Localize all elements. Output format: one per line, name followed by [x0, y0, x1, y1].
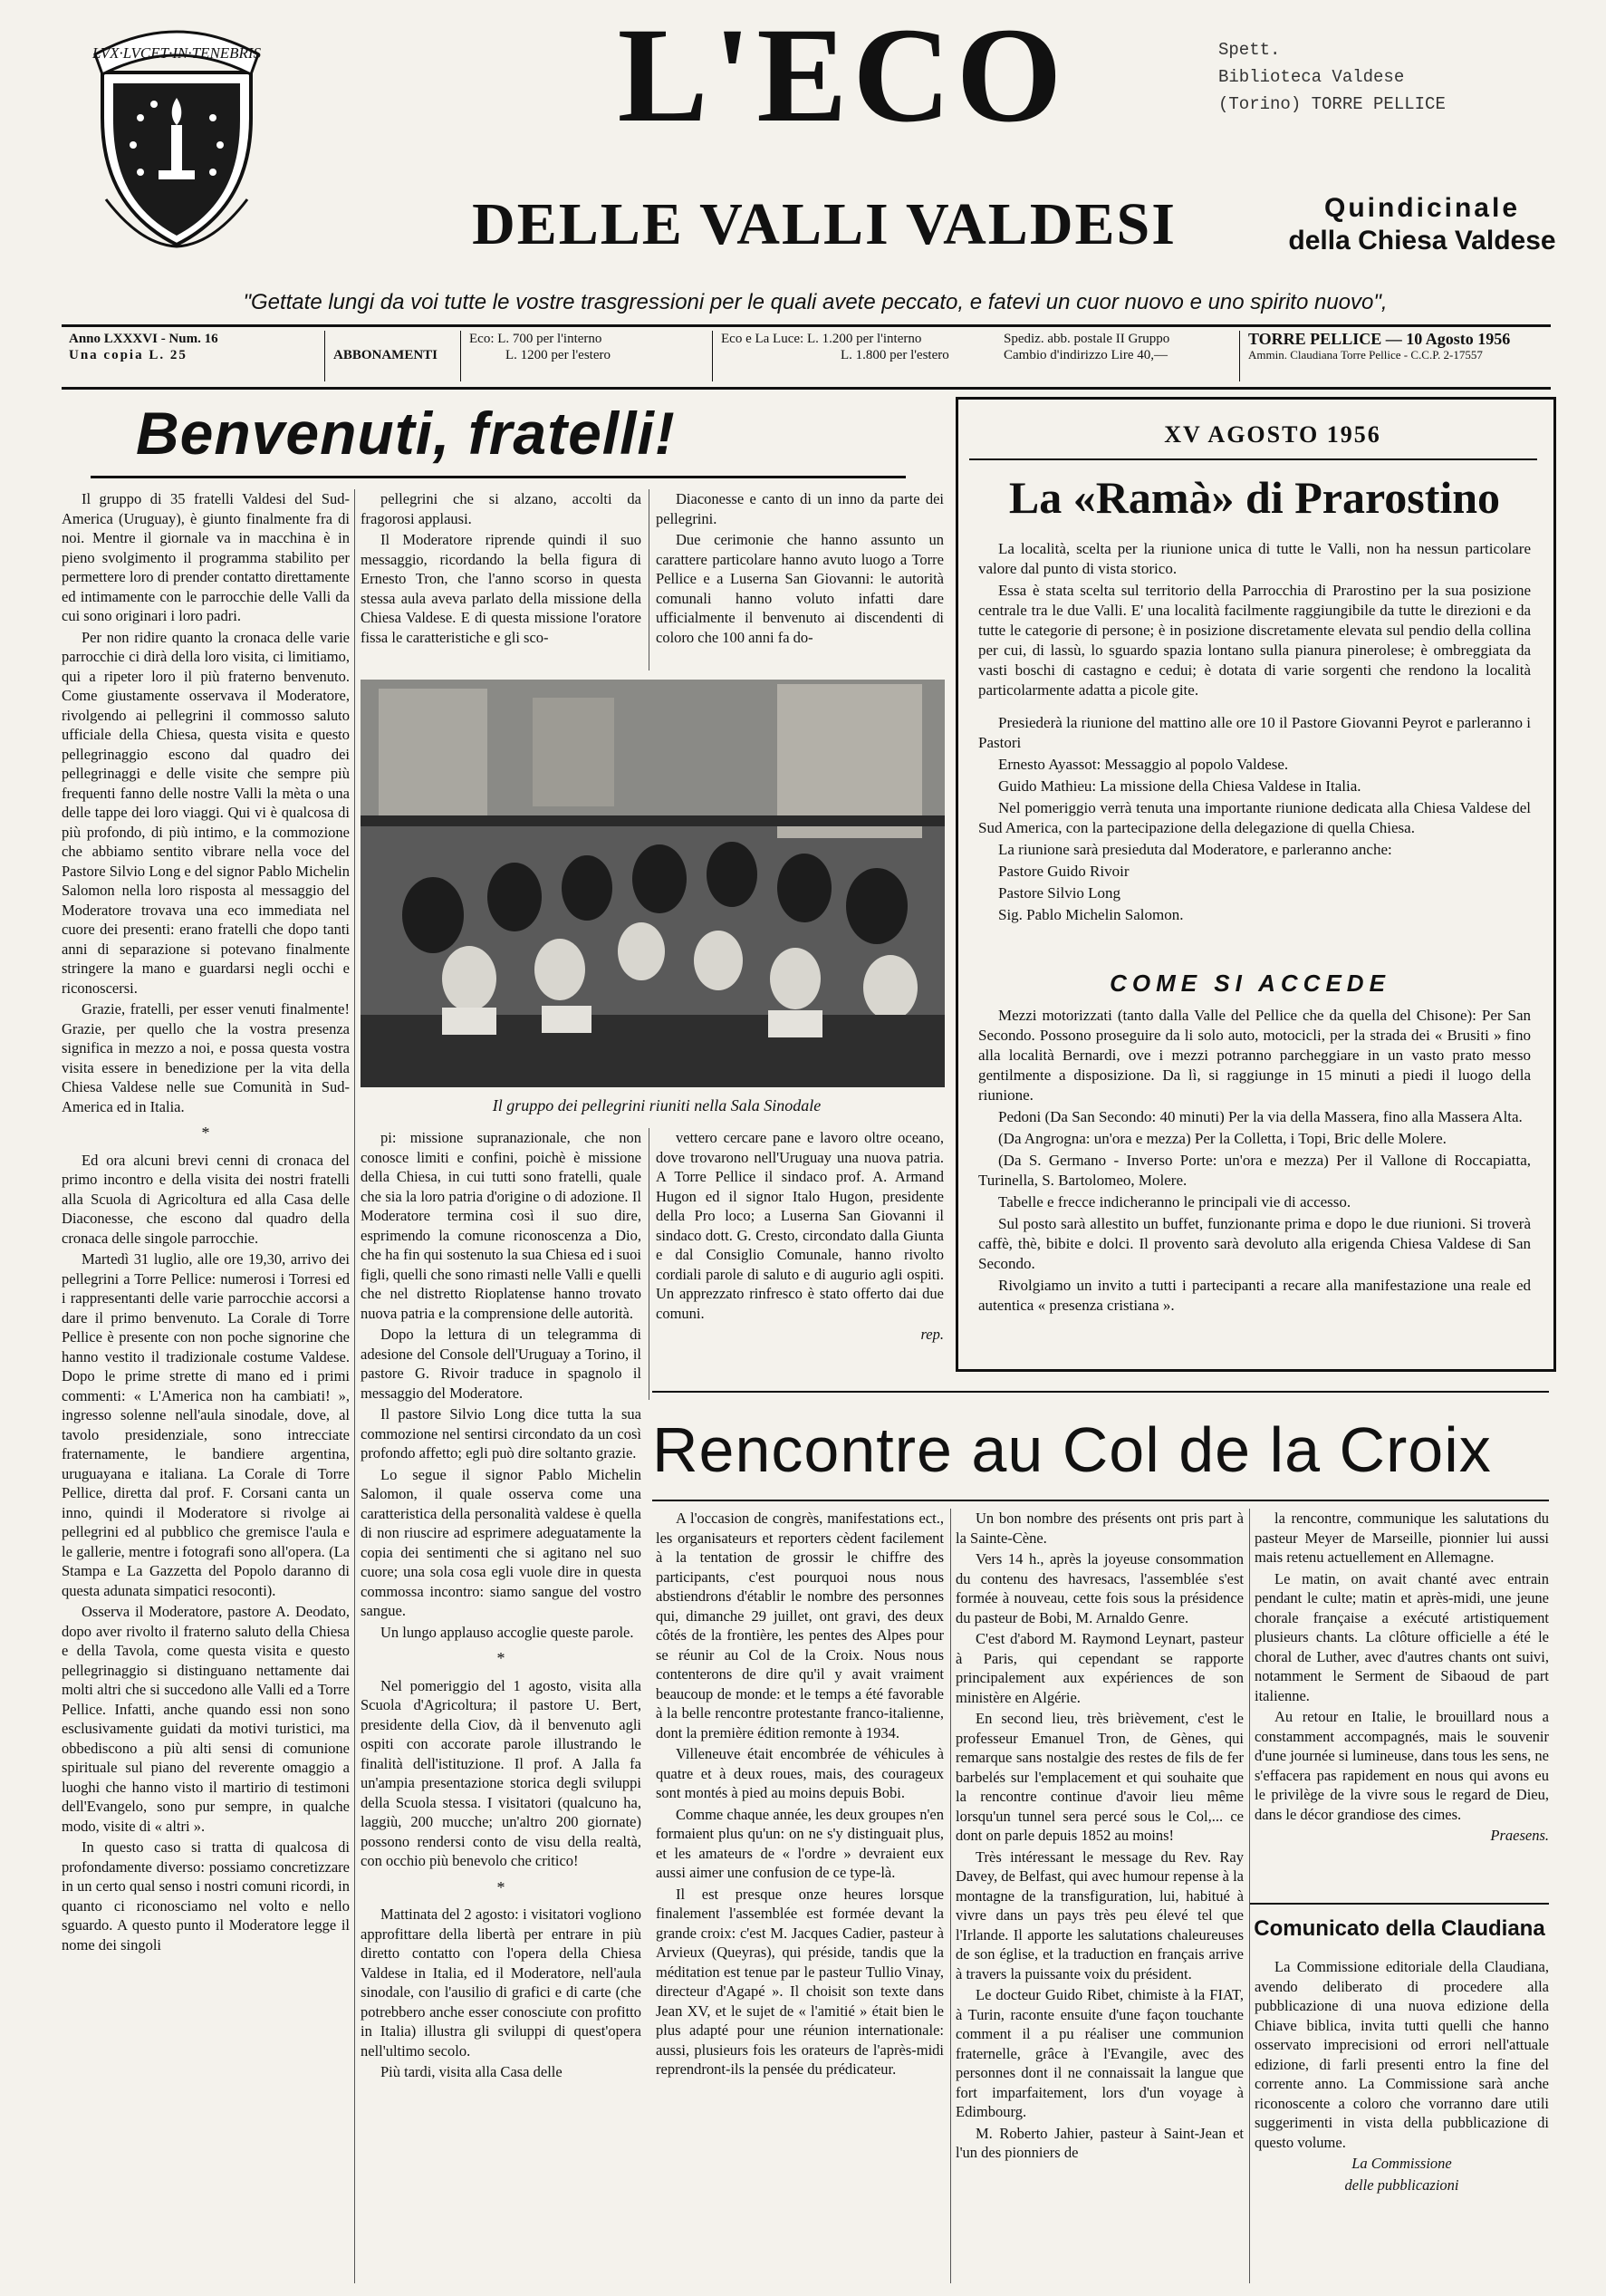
paragraph: C'est d'abord M. Raymond Leynart, pasteur à Paris, qui cependant se rapporte principalement aux expériences de son ministère en Algérie.	[956, 1630, 1244, 1706]
speaker: Sig. Pablo Michelin Salomon.	[998, 906, 1184, 923]
paragraph: Ed ora alcuni brevi cenni di cronaca del primo incontro e della visita dei nostri fratelli alla Scuola di Agricoltura ed alla Casa delle Diaconesse, che escono dal quadro della cronaca delle singole parrocchie.	[62, 1151, 350, 1247]
paragraph: Osserva il Moderatore, pastore A. Deodato, dopo aver rivolto il fraterno saluto della Chiesa e della Tavola, come questa visita e questo pellegrinaggio si distinguano nettamente dai molti altri che si succedono alle Valli ed a Torre Pellice. Infatti, anche quando essi non sono esclusivamente guidati da motivi turistici, ma obbediscono a più alti sensi di comunione spirituale sul piano del reverente omaggio a luoghi che hanno visto il martirio di testimoni dell'Evangelo, sono pur sempre, in qualche modo, visite di « altri ».	[62, 1603, 350, 1835]
rama-access-heading: COME SI ACCEDE	[1110, 970, 1390, 997]
paragraph: Presiederà la riunione del mattino alle ore 10 il Pastore Giovanni Peyrot e parleranno i Pastori	[978, 714, 1531, 751]
info-bar	[62, 324, 1551, 390]
claudiana-rule	[1250, 1903, 1549, 1905]
speaker: Pastore Guido Rivoir	[998, 863, 1130, 880]
paragraph: Nel pomeriggio verrà tenuta una importante riunione dedicata alla Chiesa Valdese del Sud America, con la partecipazione della delegazione di quella Chiesa.	[978, 799, 1531, 836]
paragraph: Martedì 31 luglio, alle ore 19,30, arrivo dei pellegrini a Torre Pellice: numerosi i Torresi ed i rappresentanti delle varie parrocchie accorsi a dare il primo benvenuto. La Corale di Torre Pellice è presente con non poche signorine che hanno vestito il tradizionale costume Valdese. Dopo le prime strette di mano ed i primi commenti: « L'America non ha cambiati! », ingresso solenne nell'aula sinodale, dove, al tavolo presidenziale, sono intrecciate fraternamente, le bandiere argentina, uruguayana e italiana. La Corale di Torre Pellice, diretta dal prof. F. Corsani canta un inno, quindi il Moderatore si rivolge ai pellegrini ed al pubblico che gremisce l'aula e le gallerie, mentre i fotografi sono all'opera. (La Stampa e La Gazzetta del Popolo daranno di questa adunata simpatici resoconti).	[62, 1250, 350, 1599]
rama-body	[978, 539, 1531, 965]
paragraph: Lo segue il signor Pablo Michelin Salomon, il quale osserva come una caratteristica della personalità valdese è quella di non riuscire ad esprimere adeguatamente la copia dei sentimenti che si agitano nel suo cuore; una sola cosa egli vuole dire in questa commossa incontro: siamo sangue del vostro sangue.	[361, 1465, 641, 1619]
separator-star: *	[496, 1877, 505, 1896]
issue-number: Anno LXXXVI - Num. 16	[69, 332, 218, 346]
paragraph: Due cerimonie che hanno assunto un carattere particolare hanno avuto luogo a Torre Pellice e a Luserna San Giovanni: le autorità comunali hanno voluto infatti dare ufficialmente il benvenuto ai discendenti di coloro che 100 anni fa do-	[656, 531, 944, 646]
newspaper-subtitle: DELLE VALLI VALDESI	[472, 191, 1177, 257]
paragraph: Per non ridire quanto la cronaca delle varie parrocchie ci dirà della loro visita, ci limitiamo, qui a ripeter loro il più fraterno benvenuto. Come giustamente osservava il Moderatore, rivolgendo ai pellegrini il commosso saluto ufficiale della Chiesa, questa visita e questo pellegrinaggio escono dal quadro dei pellegrinaggi e delle visite che sempre più frequenti fanno delle nostre Valli la mèta o una delle tappe dei loro viaggi. Qui vi è qualcosa di più profondo, di più intimo, e la commozione che abbiamo sentito vibrare nella voce del Pastore Silvio Long e del signor Pablo Michelin Salomon nella loro risposta al messaggio del Moderatore trovava una eco immediata nel cuore dei presenti: erano fratelli che dopo tanti anni di separazione si potevano finalmente stringere la mano e guardarsi negli occhi e riconoscersi.	[62, 628, 350, 997]
paragraph: En second lieu, très brièvement, c'est le professeur Emanuel Tron, de Gènes, qui remarque sans nostalgie des restes de fils de fer barbelés sur l'emplacement et qui souhaite que la rencontre continue d'avoir lieu même lorsqu'un tunnel sera percé sous le Col,... ce dont on parle depuis 1852 au moins!	[956, 1710, 1244, 1844]
place-date: TORRE PELLICE — 10 Agosto 1956	[1248, 330, 1511, 348]
paragraph: Rivolgiamo un invito a tutti i partecipanti a recare alla manifestazione una reale ed autentica « presenza cristiana ».	[978, 1277, 1531, 1314]
eco-luce-rate: Eco e La Luce: L. 1.200 per l'interno	[721, 332, 922, 346]
column-divider	[950, 1509, 951, 2283]
postal-info: Spediz. abb. postale II Gruppo	[1004, 332, 1170, 346]
paragraph: Vers 14 h., après la joyeuse consommation du contenu des havresacs, l'assemblée s'est formée à nouveau, cette fois sous la présidence du pasteur de Bobi, M. Arnaldo Genre.	[956, 1550, 1244, 1626]
paragraph: Il pastore Silvio Long dice tutta la sua commozione nel sentirsi circondato da un così profondo affetto; egli può dire soltanto grazie.	[361, 1405, 641, 1462]
rencontre-top-rule	[652, 1391, 1549, 1393]
eco-rate: L. 1200 per l'estero	[505, 348, 611, 362]
paragraph: La località, scelta per la riunione unica di tutte le Valli, non ha nessun particolare valore dal punto di vista storico.	[978, 540, 1531, 577]
speaker: Guido Mathieu: La missione della Chiesa Valdese in Italia.	[998, 777, 1361, 795]
speaker: Pastore Silvio Long	[998, 884, 1121, 902]
headline-benvenuti: Benvenuti, fratelli!	[136, 400, 676, 467]
paragraph: Grazie, fratelli, per esser venuti finalmente! Grazie, per quello che la vostra presenza significa in mezzo a noi, e possa questa vostra visita essere in benedizione per la vita della Chiesa Valdese nelle sue Comunità in Sud-America ed in Italia.	[62, 1000, 350, 1115]
paragraph: la rencontre, communique les salutations du pasteur Meyer de Marseille, pionnier lui aussi mais retenu actuellement en Allemagne.	[1255, 1510, 1549, 1566]
paragraph: Un bon nombre des présents ont pris part à la Sainte-Cène.	[956, 1510, 1244, 1547]
benvenuti-column-2-bottom	[361, 1128, 641, 2288]
stamp-line: Biblioteca Valdese	[1218, 67, 1405, 87]
author-signature: rep.	[920, 1326, 944, 1343]
copy-price: Una copia L. 25	[69, 348, 188, 362]
claudiana-signature: delle pubblicazioni	[1344, 2175, 1459, 2194]
periodical-church: della Chiesa Valdese	[1288, 226, 1556, 256]
stamp-line: Spett.	[1218, 40, 1281, 60]
paragraph: La riunione sarà presieduta dal Moderatore, e parleranno anche:	[998, 841, 1392, 858]
rencontre-bottom-rule	[652, 1500, 1549, 1501]
photo-illustration	[361, 680, 945, 1087]
paragraph: Il est presque onze heures lorsque finalement l'assemblée est formée devant la grande croix: c'est M. Jacques Cadier, pasteur à Arvieux (Queyras), qui préside, tandis que la méditation est tenue par le pasteur Tullio Vinay, directeur d'Agapé ». Il choisit son texte dans Jean XV, et le sujet de « l'amitié » était bien le plus adapté pour une réunion internationale: aussi, plusieurs fois les orateurs de l'après-midi reprendront-ils la pensée du prédicateur.	[656, 1885, 944, 2078]
paragraph: Più tardi, visita alla Casa delle	[380, 2063, 563, 2080]
newspaper-title: L'ECO	[617, 0, 1068, 150]
paragraph: Le matin, on avait chanté avec entrain pendant le culte; matin et après-midi, une jeune chorale française a exécuté artistiquement plusieurs chants. La clôture officielle a été le choral de Luther, avec d'autres chants ont suivi, notamment le Serment de Sibaoud de part italienne.	[1255, 1569, 1549, 1704]
paragraph: Il gruppo di 35 fratelli Valdesi del Sud-America (Uruguay), è giunto finalmente fra di noi. Mentre il giornale va in macchina è in pieno svolgimento il programma stabilito per permettere loro di prender contatto direttamente ed intimamente con le parrocchie delle Valli da cui sono originari i loro padri.	[62, 490, 350, 624]
eco-luce-rate: L. 1.800 per l'estero	[841, 348, 949, 362]
rencontre-column-2	[956, 1509, 1244, 2288]
paragraph: Mezzi motorizzati (tanto dalla Valle del Pellice che da quella del Chisone): Per San Secondo. Possono proseguire da li solo auto, motocicli, per la strada dei « Brusiti » fino alla località Bernardi, ove i mezzi potranno parcheggiare in un vasto prato messo gentilmente a disposizione. Da lì, si raggiunge in 15 minuti a piedi il luogo della riunione.	[978, 1007, 1531, 1104]
paragraph: Pedoni (Da San Secondo: 40 minuti) Per la via della Massera, fino alla Massera Alta.	[998, 1108, 1523, 1125]
benvenuti-column-3-top	[656, 489, 944, 670]
postal-info: Cambio d'indirizzo Lire 40,—	[1004, 348, 1168, 362]
benvenuti-column-2-top	[361, 489, 641, 670]
paragraph: Villeneuve était encombrée de véhicules à quatre et à deux roues, mais, des courageux sont montés à pied au moins depuis Bobi.	[656, 1745, 944, 1801]
paragraph: Le docteur Guido Ribet, chimiste à la FIAT, à Turin, raconte ensuite d'une façon touchante comment il a pu réaliser une communion fraternelle, grâce à l'Evangile, avec des personnes dont il ne connaissait la langue que fort imparfaitement, lors d'un voyage à Edimbourg.	[956, 1986, 1244, 2120]
speaker: Ernesto Ayassot: Messaggio al popolo Valdese.	[998, 756, 1289, 773]
separator-star: *	[201, 1124, 210, 1142]
benvenuti-column-3-bottom	[656, 1128, 944, 1400]
claudiana-signature: La Commissione	[1351, 2155, 1452, 2172]
rama-access-body	[978, 1006, 1531, 1355]
column-divider	[1249, 1509, 1250, 2283]
claudiana-title: Comunicato della Claudiana	[1254, 1916, 1545, 1941]
author-signature: Praesens.	[1490, 1827, 1549, 1844]
paragraph: Tabelle e frecce indicheranno le principali vie di accesso.	[998, 1193, 1351, 1211]
periodical-label	[1268, 192, 1576, 257]
paragraph: (Da Angrogna: un'ora e mezza) Per la Colletta, i Topi, Bric delle Molere.	[998, 1130, 1447, 1147]
paragraph: M. Roberto Jahier, pasteur à Saint-Jean et l'un des pionniers de	[956, 2124, 1244, 2161]
rama-date: XV AGOSTO 1956	[1164, 421, 1381, 448]
paragraph: Essa è stata scelta sul territorio della Parrocchia di Prarostino per la sua posizione centrale tra le due Valli. E' una località facilmente raggiungibile da tutte le direzioni e da tutte le categorie di persone; è in posizione discretamente elevata sul pendio della collina per cui, di lassù, lo sguardo spazia lontano sulla pianura pinerolese; è ombreggiata da vasti boschi di castagno e cedui; è dotata di varie sorgenti che rendono la località particolarmente adatta a picole gite.	[978, 582, 1531, 699]
logo-emblem	[86, 18, 267, 254]
paragraph: La Commissione editoriale della Claudiana, avendo deliberato di procedere alla pubblicazione di una nuova edizione della Chiave biblica, invita tutti quelli che hanno osservato imprecisioni od errori nell'attuale edizione, di farli presenti entro la fine del corrente anno. La Commissione sarà anche riconoscente a coloro che vorranno dare utili suggerimenti in vista della pubblicazione di questo volume.	[1255, 1958, 1549, 2151]
paragraph: (Da S. Germano - Inverso Porte: un'ora e mezza) Per il Vallone di Roccapiatta, Turinella, S. Bartolomeo, Molere.	[978, 1152, 1531, 1189]
paragraph: vettero cercare pane e lavoro oltre oceano, dove trovarono nell'Uruguay una nuova patria. A Torre Pellice il sindaco prof. A. Armand Hugon ed il signor Italo Hugon, presidente della Pro loco; a Luserna San Giovanni il sindaco dott. G. Cresto, circondato dalla Giunta e dal Consiglio Comunale, hanno rivolto cordiali parole di saluto e di augurio agli ospiti. Un apprezzato rinfresco è stato offerto dai due comuni.	[656, 1129, 944, 1322]
eco-rate: Eco: L. 700 per l'interno	[469, 332, 602, 346]
paragraph: Comme chaque année, les deux groupes n'en formaient plus qu'un: on ne s'y distinguait plus, et les amateurs de « l'ordre » devraient eux aussi aimer une confusion de ce type-là.	[656, 1805, 944, 1881]
paragraph: Très intéressant le message du Rev. Ray Davey, de Belfast, qui avec humour repense à la montagne de la transfiguration, lui, habitué à vivre dans un pays très peu élevé tel que l'Irlande. Il apporte les salutations chaleureuses de son église, et la traduction en français arrive à travers la puissante voix du président.	[956, 1847, 1244, 1982]
logo-motto: LVX·LVCET·IN·TENEBRIS	[91, 44, 262, 62]
rencontre-column-3	[1255, 1509, 1549, 1898]
photo-caption: Il gruppo dei pellegrini riuniti nella Sala Sinodale	[492, 1096, 822, 1114]
paragraph: Un lungo applauso accoglie queste parole.	[380, 1623, 634, 1641]
motto: "Gettate lungi da voi tutte le vostre trasgressioni per le quali avete peccato, e fatevi un cuor nuovo e uno spirito nuovo",	[243, 290, 1388, 314]
paragraph: pellegrini che si alzano, accolti da fragorosi applausi.	[361, 490, 641, 527]
rencontre-column-1	[656, 1509, 944, 2288]
separator-star: *	[496, 1649, 505, 1667]
claudiana-body	[1255, 1957, 1549, 2292]
paragraph: Dopo la lettura di un telegramma di adesione del Console dell'Uruguay a Torino, il pastore G. Rivoir traduce in spagnolo il messaggio del Moderatore.	[361, 1326, 641, 1402]
address-stamp	[1218, 36, 1599, 118]
paragraph: Sul posto sarà allestito un buffet, funzionante prima e dopo le due riunioni. Si troverà caffè, thè, bibite e dolci. Il provento sarà devoluto alla erigenda Chiesa Valdese di San Secondo.	[978, 1215, 1531, 1272]
headline-rencontre: Rencontre au Col de la Croix	[652, 1414, 1492, 1485]
benvenuti-column-1	[62, 489, 350, 2288]
rama-title: La «Ramà» di Prarostino	[1008, 472, 1501, 523]
paragraph: A l'occasion de congrès, manifestations ect., les organisateurs et reporters cèdent facilement à la tentation de grossir le chiffre des participants, c'est pourquoi nous nous abstiendrons d'établir le nombre des personnes qui, dimanche 29 juillet, ont gravi, des deux côtés de la frontière, les pentes des Alpes pour se réunir au Col de la Croix. Nous nous contenterons de dire qu'il y avait vraiment beaucoup de monde: et le temps a été favorable à la belle rencontre protestante franco-italienne, dont la première édition remonte à 1934.	[656, 1510, 944, 1741]
paragraph: Nel pomeriggio del 1 agosto, visita alla Scuola d'Agricoltura; il pastore U. Bert, presidente della Ciov, dà il benvenuto agli ospiti con accorate parole illustrando le finalità dell'istituzione. Il prof. A Jalla fa un'ampia presentazione storica degli sviluppi della Scuola stessa. I visitatori (qualcuno ha, laggiù, 200 mucche; un'altro 200 giornate) possono rendersi conto de visu della realtà, con occhio più benevolo che critico!	[361, 1676, 641, 1869]
photo-pilgrims	[361, 680, 945, 1087]
column-divider	[354, 489, 355, 2283]
subscriptions-label: ABBONAMENTI	[333, 348, 438, 362]
periodical-frequency: Quindicinale	[1323, 193, 1521, 223]
paragraph: Diaconesse e canto di un inno da parte dei pellegrini.	[656, 490, 944, 527]
stamp-line: (Torino) TORRE PELLICE	[1218, 94, 1446, 114]
paragraph: In questo caso si tratta di qualcosa di profondamente diverso: possiamo concretizzare in un certo qual senso i nostri comuni ricordi, in quanto ci riconosciamo nel volto e nello sguardo. A questo punto il Moderatore legge il nome dei singoli	[62, 1838, 350, 1954]
paragraph: Il Moderatore riprende quindi il suo messaggio, ricordando la bella figura di Ernesto Tron, che l'anno scorso in questa stessa aula aveva parlato della missione della Chiesa Valdese. E di questa missione l'oratore fissa le caratteristiche e gli sco-	[361, 531, 641, 646]
headline-rule	[91, 476, 906, 478]
paragraph: Mattinata del 2 agosto: i visitatori vogliono approfittare della libertà per entrare in più diretto contatto con l'opera della Chiesa Valdese in Italia, ed il Moderatore, nell'aula sinodale, con l'ausilio di grafici e di carte (che potrebbero anche esser conosciute con profitto in Italia) illustra gli sviluppi di quest'opera nell'ultimo secolo.	[361, 1905, 641, 2060]
admin-info: Ammin. Claudiana Torre Pellice - C.C.P. 2-17557	[1248, 348, 1483, 362]
paragraph: pi: missione supranazionale, che non conosce limiti e confini, poichè è missione della Chiesa, in cui tutti sono fratelli, quale che sia la loro patria d'origine o di adozione. Il Moderatore termina così il suo dire, esprimendo la comune riconoscenza a Dio, che ha fin qui sostenuto la sua Chiesa ed i suoi figli, quelli che sono rimasti nelle Valli e quelli che nel distretto Rioplatense hanno trovato nuova patria e la comprensione delle autorità.	[361, 1129, 641, 1322]
paragraph: Au retour en Italie, le brouillard nous a constamment accompagnés, mais le souvenir d'une journée si lumineuse, dans tous les sens, ne s'effacera pas rapidement en nous qui avons eu le privilège de la vivre sous le regard de Dieu, dans le décor grandiose des cimes.	[1255, 1708, 1549, 1823]
